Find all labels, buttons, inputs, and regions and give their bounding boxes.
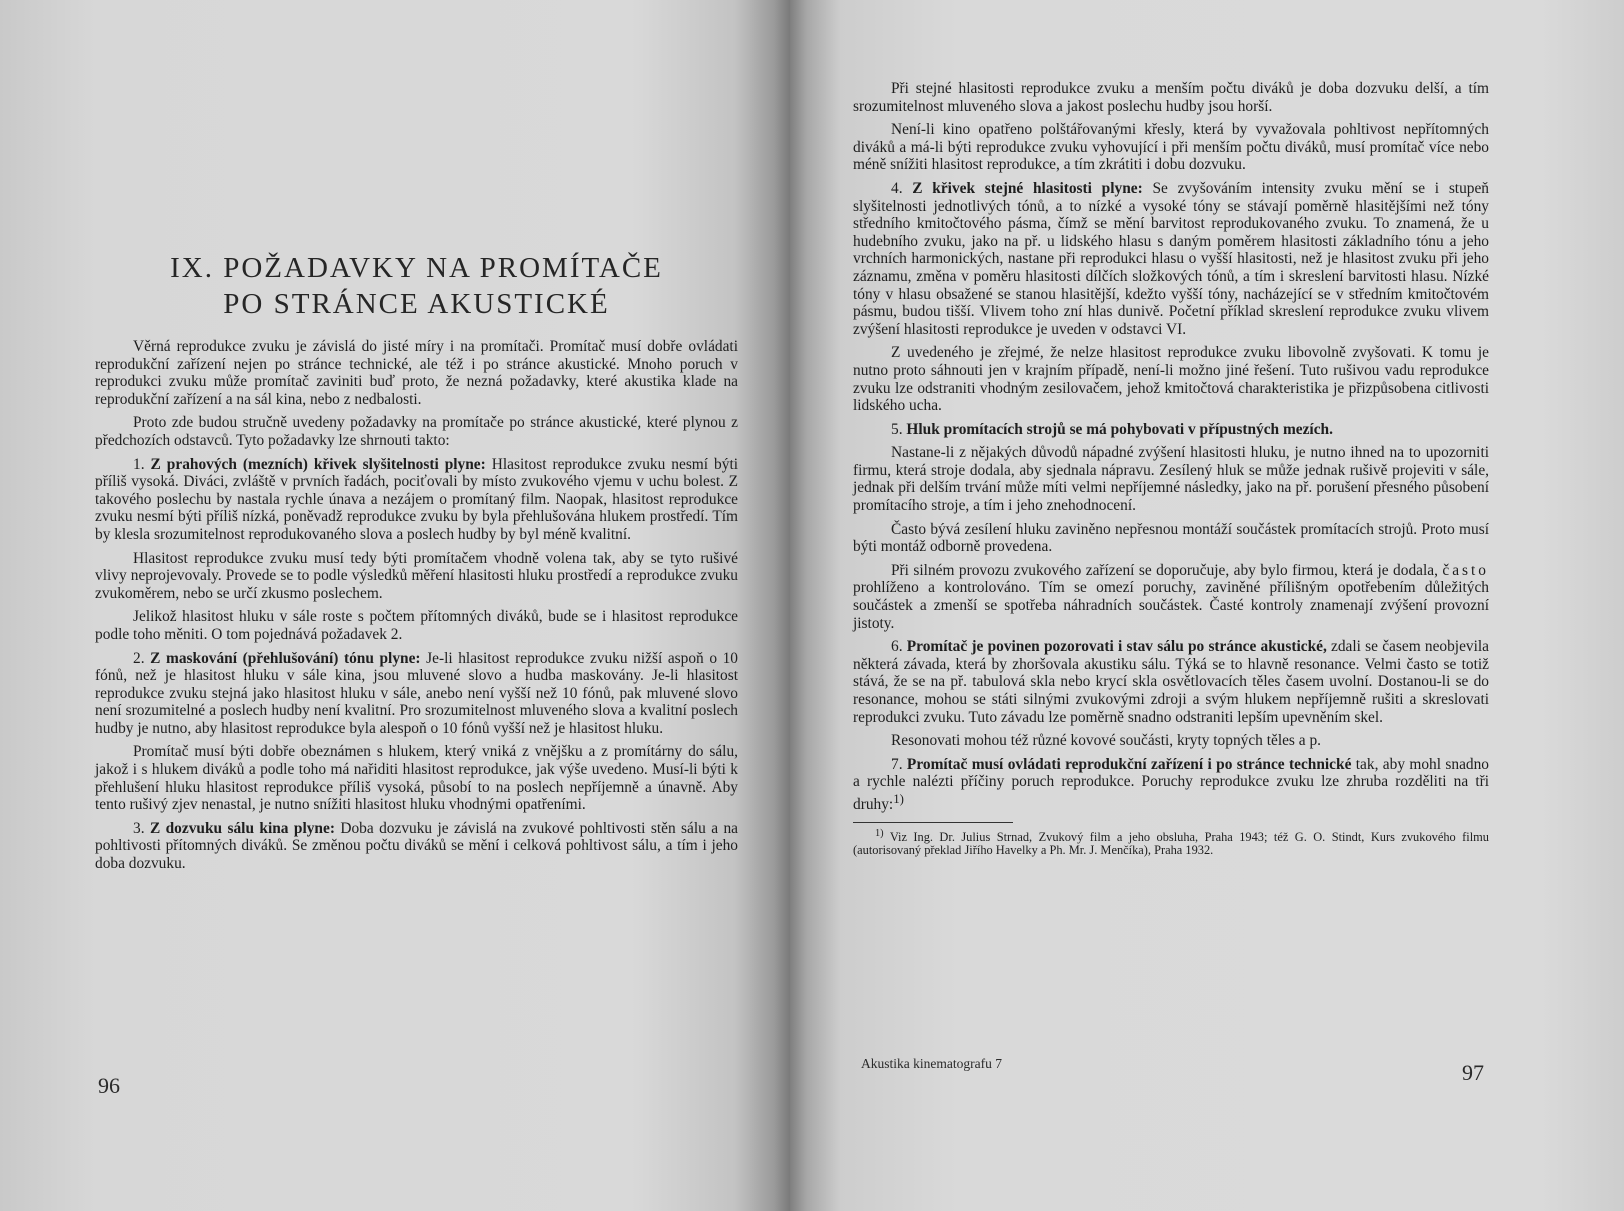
- paragraph-requirement-7: [853, 756, 1489, 814]
- paragraph: Promítač musí býti dobře obeznámen s hlukem, který vniká z vnějšku a z promítárny do sálu, jakož i s hlukem diváků a podle toho má nařiditi hlasitost reprodukce, jak výše uvedeno. Musí-li býti k přehlušení hluku hlasitost reprodukce příliš vysoká, působí to na poslech nepříjemně a únavně. Aby tento rušivý zjev nenastal, je nutno snížiti hlasitost hluku vhodnými opatřeními.: [95, 743, 738, 814]
- requirement-number: 5.: [891, 420, 907, 438]
- paragraph-requirement-1: [95, 456, 738, 544]
- paragraph: Proto zde budou stručně uvedeny požadavky na promítače po stránce akustické, které plynou z předchozích odstavců. Tyto požadavky lze shrnouti takto:: [95, 414, 738, 449]
- paragraph: Jelikož hlasitost hluku v sále roste s počtem přítomných diváků, bude se i hlasitost reprodukce podle toho měniti. O tom pojednává požadavek 2.: [95, 608, 738, 643]
- footnote-marker: 1): [893, 791, 904, 806]
- paragraph-requirement-6: [853, 638, 1489, 726]
- requirement-heading: Hluk promítacích strojů se má pohybovati v přípustných mezích.: [906, 420, 1333, 438]
- paragraph-requirement-4: [853, 180, 1489, 338]
- left-page: [0, 0, 790, 1211]
- requirement-number: 4.: [891, 179, 913, 197]
- chapter-title-line-2: PO STRÁNCE AKUSTICKÉ: [223, 288, 610, 320]
- requirement-heading: Promítač musí ovládati reprodukční zařízení i po stránce technické: [906, 755, 1352, 773]
- requirement-heading: Z maskování (přehlušování) tónu plyne:: [150, 649, 421, 667]
- requirement-text: Se zvyšováním intensity zvuku mění se i stupeň slyšitelnosti jednotlivých tónů, a to nízké a vysoké tóny se stávají poměrně hlasitějšími než tóny středního kmitočtového pásma, čímž se mění barvitost reprodukovaného zvuku. To znamená, že u hudebního zvuku, jako na př. u lidského hlasu s daným poměrem hlasitosti základního tónu a jeho vrchních harmonických, nastane při reprodukci hlasu o vyšší hlasitosti, než je hlasitost zvuku při jeho záznamu, změna v poměru hlasitosti dílčích složkových tónů, a tím i skreslení barvitosti hlasu. Nízké tóny v hlasu obsažené se stanou hlasitější, kdežto vyšší tóny, nacházející se v středním kmitočtovém pásmu, budou tišší. Vlivem toho zní hlas dunivě. Početní příklad skreslení reprodukce zvuku vlivem zvýšení hlasitosti reprodukce je uveden v odstavci VI.: [853, 179, 1489, 338]
- paragraph: Není-li kino opatřeno polštářovanými křesly, která by vyvažovala pohltivost nepřítomných diváků a má-li býti reprodukce zvuku vyhovující i při menším počtu diváků, musí promítač více nebo méně snížiti hlasitost reprodukce, a tím zkrátiti i dobu dozvuku.: [853, 121, 1489, 174]
- requirement-heading: Promítač je povinen pozorovati i stav sálu po stránce akustické,: [906, 638, 1327, 656]
- paragraph-requirement-2: [95, 650, 738, 738]
- requirement-number: 3.: [133, 819, 150, 837]
- paragraph: Nastane-li z nějakých důvodů nápadné zvýšení hlasitosti hluku, je nutno ihned na to upozorniti firmu, která stroje dodala, aby sjednala nápravu. Zesílený hluk se může jednak rušivě projeviti v sále, jednak při delším trvání může míti velmi nepříjemné následky, jako na př. porušení přesného působení promítacího stroje, a tím i jeho znehodnocení.: [853, 444, 1489, 515]
- paragraph: Z uvedeného je zřejmé, že nelze hlasitost reprodukce zvuku libovolně zvyšovati. K tomu je nutno proto sáhnouti jen v krajním případě, není-li možno jiné řešení. Tuto rušivou vadu reprodukce zvuku lze odstraniti vhodným zesilovačem, jehož kmitočtová charakteristika je přizpůsobena citlivosti lidského ucha.: [853, 344, 1489, 415]
- paragraph-requirement-5: [853, 421, 1489, 439]
- right-text-block: [853, 80, 1489, 858]
- footnote-number: 1): [875, 827, 884, 839]
- requirement-text: Je-li hlasitost reprodukce zvuku nižší aspoň o 10 fónů, než je hlasitost hluku v sále kina, jsou mluvené slovo a hudba maskovány. Je-li hlasitost reprodukce zvuku stejná jako hlasitost hluku v sále, anebo není vyšší než 10 fónů, pak mluvené slovo není srozumitelné a poslech hudby není kvalitní. Pro srozumitelnost mluveného slova a kvalitní poslech hudby je nutno, aby hlasitost reprodukce byla alespoň o 10 fónů vyšší než je hlasitost hluku.: [95, 649, 738, 737]
- paragraph: [853, 562, 1489, 632]
- footnote: [853, 827, 1489, 858]
- requirement-heading: Z křivek stejné hlasitosti plyne:: [912, 179, 1143, 197]
- requirement-text: tak, aby mohl snadno a rychle nalézti příčiny poruch reprodukce. Poruchy reprodukce zvuku lze zhruba rozděliti na tři druhy:: [853, 755, 1489, 814]
- requirement-number: 7.: [891, 755, 907, 773]
- paragraph: Věrná reprodukce zvuku je závislá do jisté míry i na promítači. Promítač musí dobře ovládati reprodukční zařízení nejen po stránce technické, ale též i po stránce akustické. Mnoho poruch v reprodukci zvuku může promítač zaviniti buď proto, že nezná požadavky, které akustika klade na reprodukční zařízení a na sál kina, nebo z nedbalosti.: [95, 338, 738, 408]
- spaced-emphasis: často: [1442, 561, 1489, 579]
- page-number-left: 96: [98, 1073, 120, 1098]
- chapter-title-line-1: IX. POŽADAVKY NA PROMÍTAČE: [170, 252, 663, 284]
- paragraph: Hlasitost reprodukce zvuku musí tedy býti promítačem vhodně volena tak, aby se tyto rušivé vlivy neprojevovaly. Provede se to podle výsledků měření hlasitosti hluku prostředí a reprodukce zvuku zvukoměrem, nebo se určí zkusmo poslechem.: [95, 549, 738, 602]
- page-number-right: 97: [1462, 1060, 1484, 1085]
- paragraph: Při stejné hlasitosti reprodukce zvuku a menším počtu diváků je doba dozvuku delší, a tím srozumitelnost mluveného slova a jakost poslechu hudby jsou horší.: [853, 80, 1489, 115]
- requirement-number: 1.: [133, 455, 151, 473]
- requirement-number: 2.: [133, 649, 151, 667]
- requirement-heading: Z prahových (mezních) křivek slyšitelnosti plyne:: [150, 455, 486, 473]
- paragraph: Často bývá zesílení hluku zaviněno nepřesnou montáží součástek promítacích strojů. Proto musí býti montáž odborně provedena.: [853, 520, 1489, 556]
- paragraph: Resonovati mohou též různé kovové součásti, kryty topných těles a p.: [891, 732, 1321, 750]
- left-text-block: [95, 250, 738, 879]
- signature-mark: Akustika kinematografu 7: [861, 1056, 1002, 1071]
- paragraph-text: prohlíženo a kontrolováno. Tím se omezí poruchy, zaviněné přílišným opotřebením důležitých součástek a zmenší se spotřeba náhradních součástek. Časté kontroly znamenají zvýšení provozní jistoty.: [853, 579, 1489, 632]
- requirement-text: Hlasitost reprodukce zvuku nesmí býti příliš vysoká. Diváci, zvláště v prvních řadách, pociťovali by místo zvukového vjemu v uchu bolest. Z takového poslechu by nastala rychle únava a nezájem o promítaný film. Naopak, hlasitost reprodukce zvuku nesmí býti příliš nízká, poněvadž reprodukce zvuku by byla přehlušována hlukem prostředí. Tím by klesla srozumitelnost reprodukovaného slova a poslech hudby by byl méně kvalitní.: [95, 455, 738, 543]
- chapter-title: [95, 250, 738, 322]
- right-page: [790, 0, 1624, 1211]
- requirement-heading: Z dozvuku sálu kina plyne:: [149, 819, 335, 837]
- requirement-text: Doba dozvuku je závislá na zvukové pohltivosti stěn sálu a na pohltivosti přítomných diváků. Se změnou počtu diváků se mění i celková pohltivost sálu, a tím i jeho doba dozvuku.: [95, 819, 738, 873]
- footnote-divider: [853, 822, 1013, 823]
- paragraph-text: Při silném provozu zvukového zařízení se doporučuje, aby bylo firmou, která je dodala,: [891, 561, 1443, 579]
- requirement-text: zdali se časem neobjevila některá závada, která by zhoršovala akustiku sálu. Týká se to hlavně resonance. Velmi často se totiž stává, že se na př. tabulová skla nebo krycí skla osvětlovacích těles časem uvolní. Dostanou-li se do resonance, mohou se státi silnými zvukovými zdroji a svým hlukem nepříjemně rušiti a skreslovati reprodukci zvuku. Tuto závadu lze poměrně snadno odstraniti lepším upevněním skel.: [853, 638, 1489, 726]
- requirement-number: 6.: [891, 638, 907, 656]
- paragraph-requirement-3: [95, 820, 738, 873]
- footnote-text: Viz Ing. Dr. Julius Strnad, Zvukový film a jeho obsluha, Praha 1943; též G. O. Stindt, Kurs zvukového filmu (autorisovaný překlad Jiřího Havelky a Ph. Mr. J. Menčíka), Praha 1932.: [853, 829, 1489, 858]
